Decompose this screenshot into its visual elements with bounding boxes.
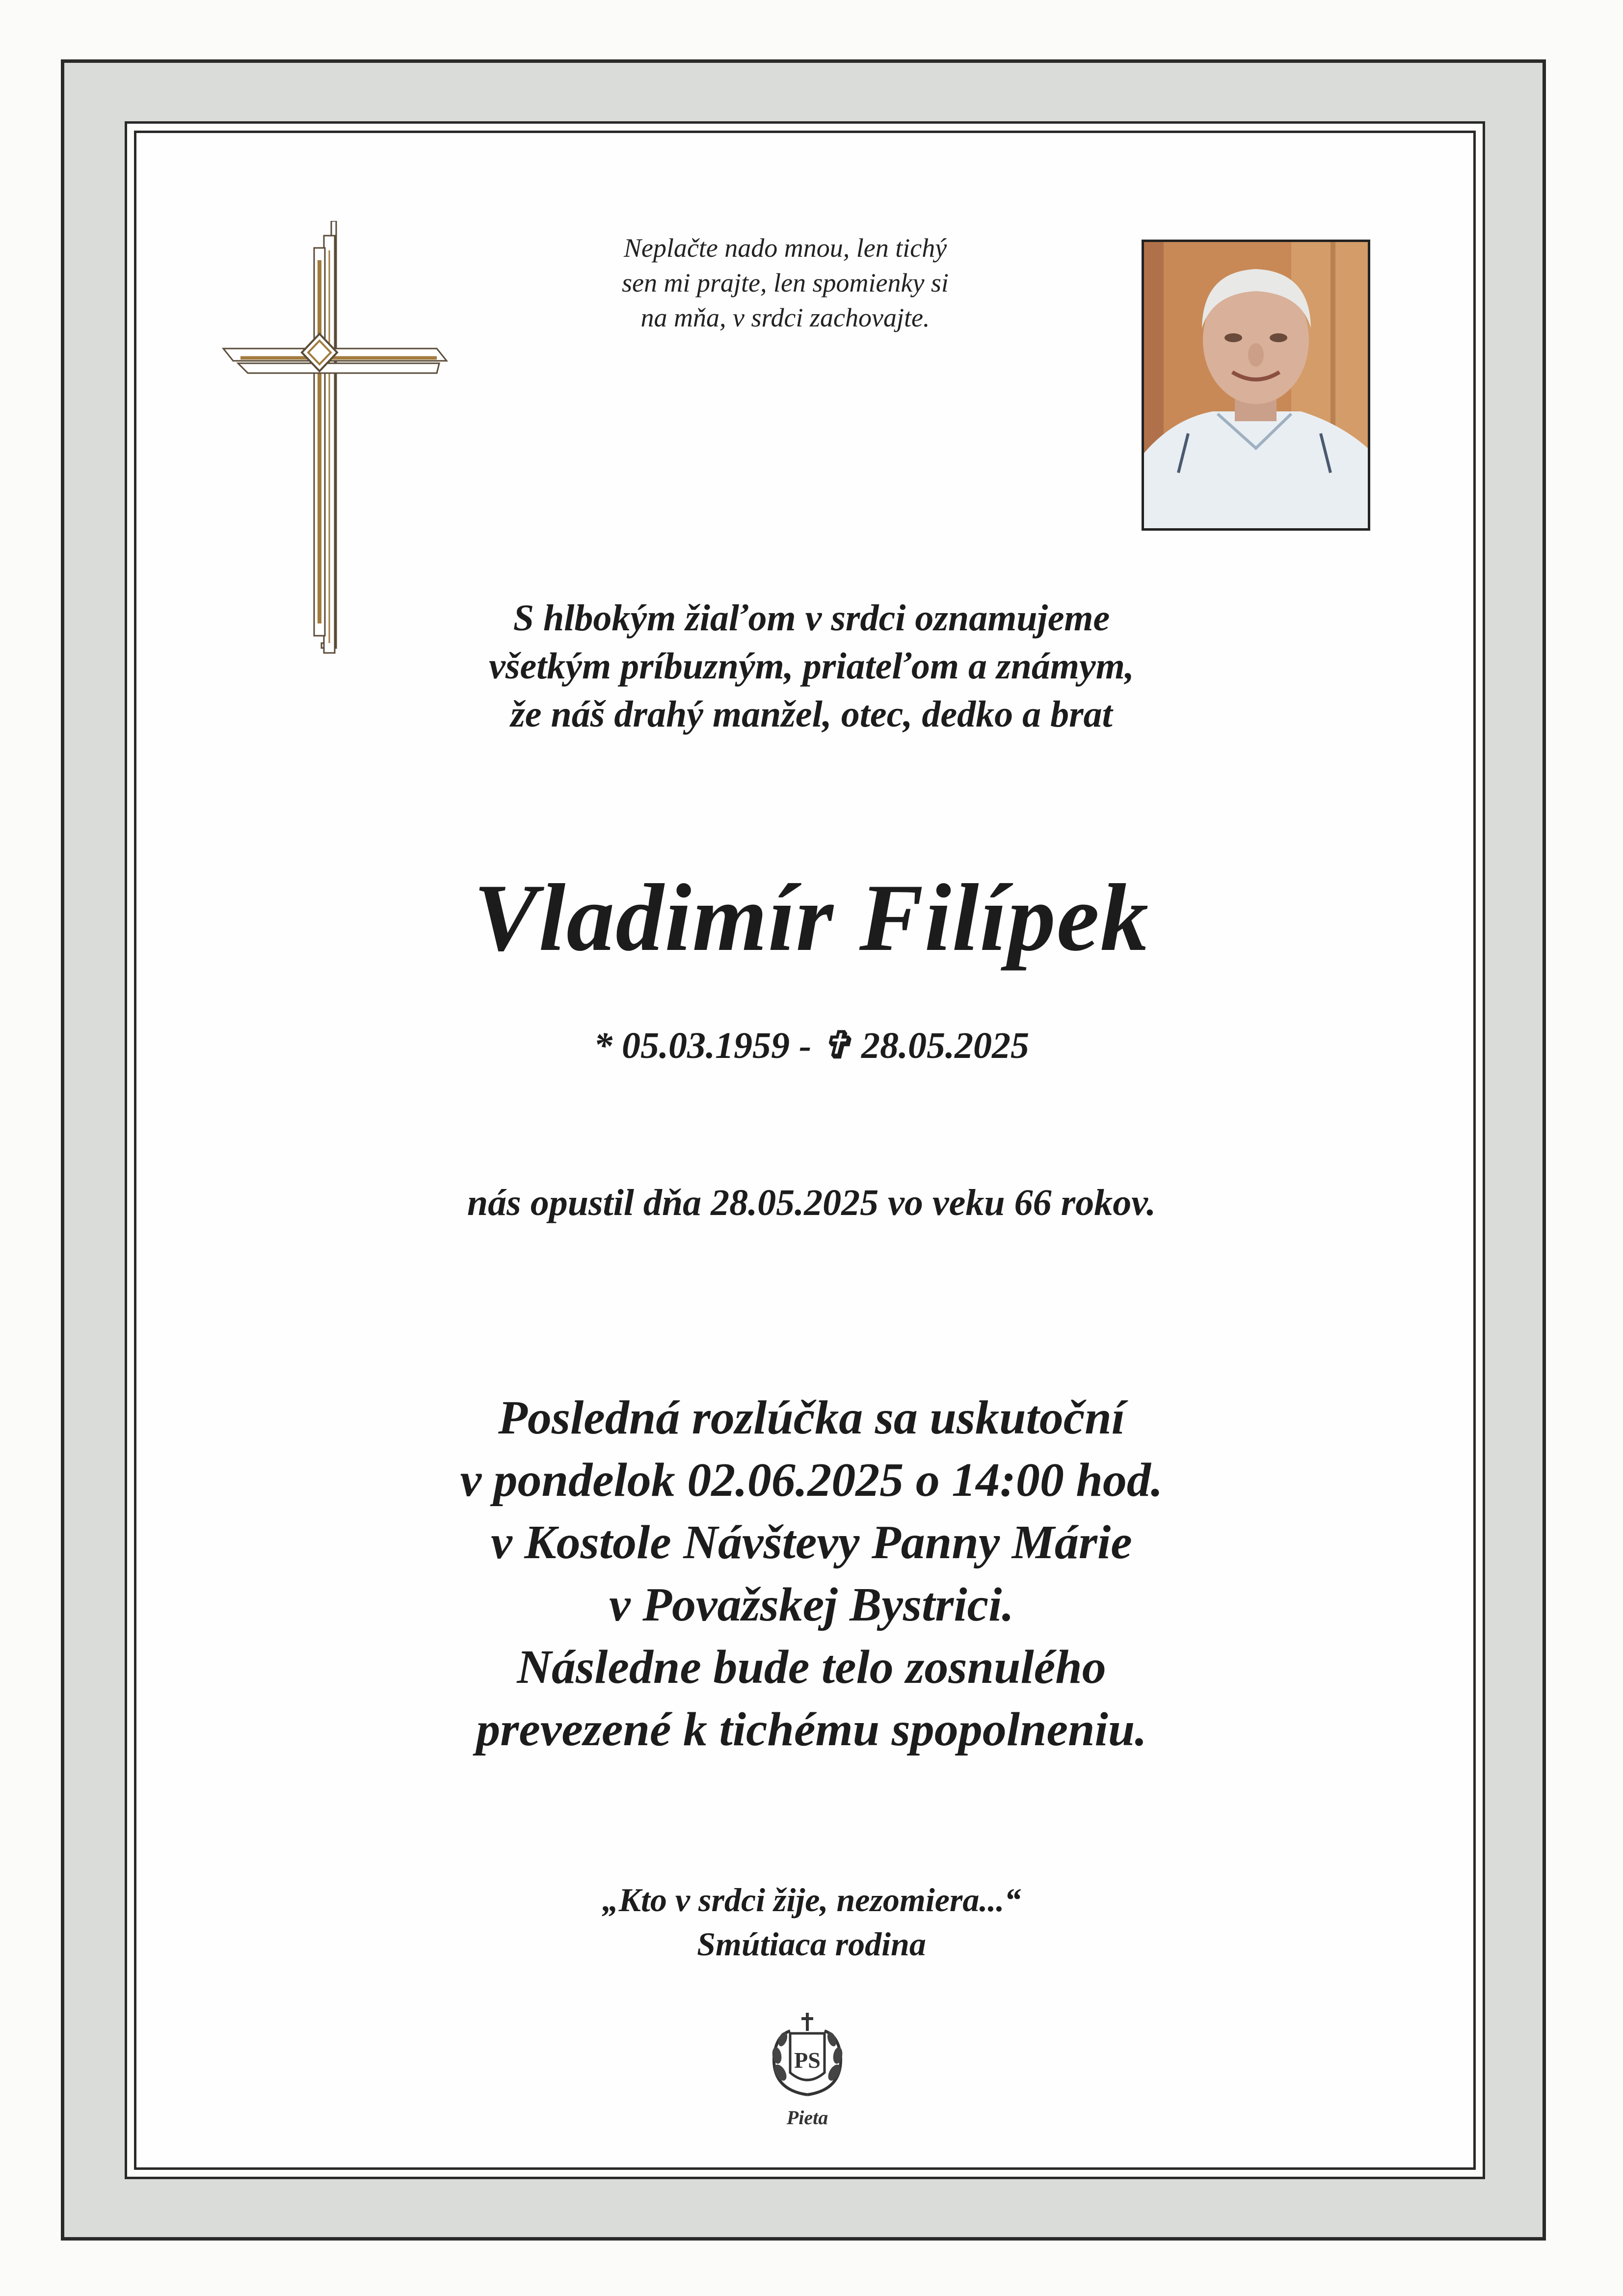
funeral-line: prevezené k tichému spopolneniu. (476, 1703, 1147, 1756)
death-cross-icon: ✞ (821, 1025, 852, 1066)
birth-date: 05.03.1959 (622, 1025, 790, 1066)
date-separator: - (799, 1025, 812, 1066)
logo-label: Pieta (786, 2107, 828, 2129)
funeral-line: Následne bude telo zosnulého (517, 1641, 1106, 1694)
announcement-text (0, 594, 1623, 738)
funeral-line: v Kostole Návštevy Panny Márie (491, 1516, 1132, 1569)
motto-line: na mňa, v srdci zachovajte. (640, 303, 930, 332)
announcement-line: všetkým príbuzným, priateľom a známym, (489, 646, 1134, 687)
deceased-name: Vladimír Filípek (474, 864, 1149, 971)
portrait-image (1144, 242, 1368, 528)
death-date: 28.05.2025 (861, 1025, 1029, 1066)
passing-info: nás opustil dňa 28.05.2025 vo veku 66 rokov. (467, 1182, 1156, 1223)
announcement-line: S hlbokým žiaľom v srdci oznamujeme (513, 597, 1110, 639)
life-dates (0, 1021, 1623, 1070)
motto-line: Neplačte nado mnou, len tichý (623, 233, 947, 263)
funeral-line: v pondelok 02.06.2025 o 14:00 hod. (460, 1454, 1163, 1507)
funeral-line: Posledná rozlúčka sa uskutoční (498, 1391, 1125, 1444)
pieta-logo (763, 2009, 851, 2136)
birth-symbol: * (594, 1025, 612, 1066)
closing-block (0, 1878, 1623, 1966)
closing-quote: „Kto v srdci žije, nezomiera...“ (602, 1881, 1021, 1918)
deceased-photo (1142, 240, 1370, 531)
announcement-line: že náš drahý manžel, otec, dedko a brat (510, 694, 1113, 735)
family-signature: Smútiaca rodina (697, 1925, 926, 1963)
motto-line: sen mi prajte, len spomienky si (622, 268, 949, 297)
funeral-details (0, 1387, 1623, 1761)
motto-verse (555, 231, 1016, 335)
funeral-line: v Považskej Bystrici. (609, 1578, 1014, 1631)
logo-monogram: PS (794, 2048, 821, 2073)
